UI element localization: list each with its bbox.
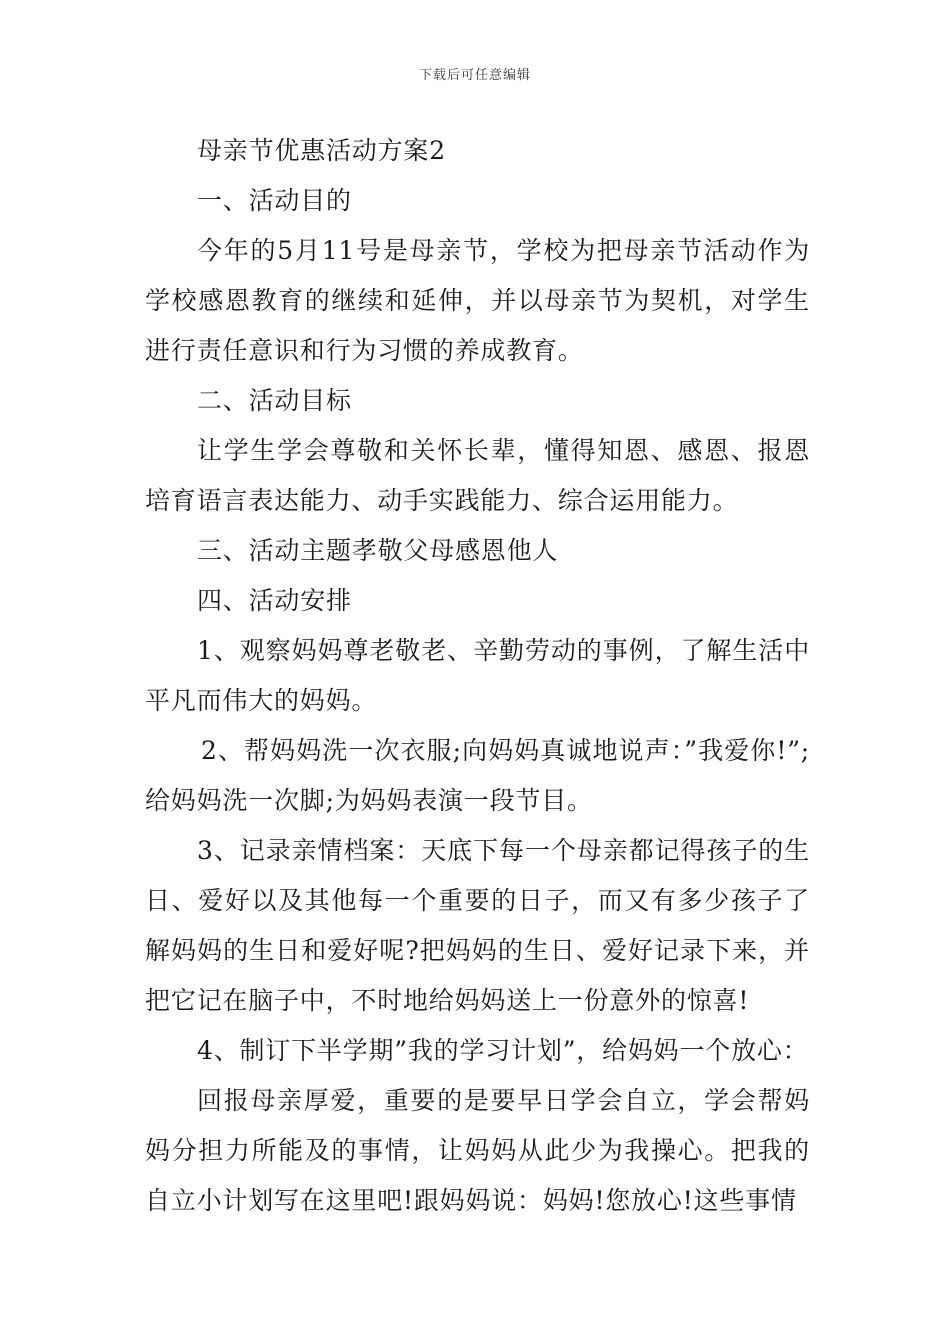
section-heading-theme: 三、活动主题孝敬父母感恩他人 bbox=[197, 536, 559, 565]
list-item-1: 1、观察妈妈尊老敬老、辛勤劳动的事例，了解生活中平凡而伟大的妈妈。 bbox=[145, 636, 810, 715]
section-heading-arrangement: 四、活动安排 bbox=[197, 586, 352, 615]
document-title: 母亲节优惠活动方案2 bbox=[197, 136, 446, 165]
section-heading-purpose: 一、活动目的 bbox=[197, 186, 352, 215]
paragraph-self-reliance: 回报母亲厚爱，重要的是要早日学会自立，学会帮妈妈分担力所能及的事情，让妈妈从此少为我操心。把我的自立小计划写在这里吧!跟妈妈说：妈妈!您放心!这些事情 bbox=[145, 1086, 810, 1215]
list-item-2: 2、帮妈妈洗一次衣服;向妈妈真诚地说声：”我爱你!”;给妈妈洗一次脚;为妈妈表演一段节目。 bbox=[145, 736, 810, 815]
paragraph-purpose: 今年的5月11号是母亲节，学校为把母亲节活动作为学校感恩教育的继续和延伸，并以母亲节为契机，对学生进行责任意识和行为习惯的养成教育。 bbox=[145, 236, 810, 365]
document-body bbox=[145, 126, 810, 1226]
paragraph-goals: 让学生学会尊敬和关怀长辈，懂得知恩、感恩、报恩培育语言表达能力、动手实践能力、综合运用能力。 bbox=[145, 436, 810, 515]
list-item-3: 3、记录亲情档案：天底下每一个母亲都记得孩子的生日、爱好以及其他每一个重要的日子，而又有多少孩子了解妈妈的生日和爱好呢?把妈妈的生日、爱好记录下来，并把它记在脑子中，不时地给妈妈送上一份意外的惊喜! bbox=[145, 836, 810, 1015]
page-header: 下载后可任意编辑 bbox=[418, 68, 531, 83]
list-item-4: 4、制订下半学期”我的学习计划”，给妈妈一个放心： bbox=[197, 1036, 809, 1065]
section-heading-goals: 二、活动目标 bbox=[197, 386, 352, 415]
